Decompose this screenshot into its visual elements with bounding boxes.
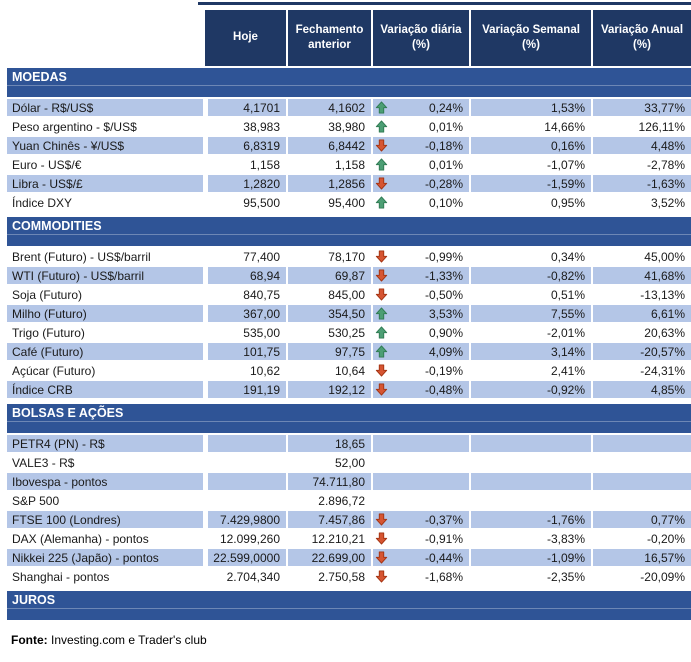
variacao-semanal-cell: -2,01% (471, 324, 591, 341)
table-row (7, 137, 691, 154)
hoje-cell (205, 435, 286, 452)
arrow-down-icon (375, 551, 388, 564)
section-header-commodities (7, 217, 691, 246)
variacao-semanal-cell: -2,35% (471, 568, 591, 585)
hoje-cell: 7.429,9800 (205, 511, 286, 528)
row-label-cell: Dólar - R$/US$ (7, 99, 203, 116)
fechamento-anterior-cell: 7.457,86 (288, 511, 371, 528)
table-row (7, 118, 691, 135)
variacao-anual-cell (593, 473, 691, 490)
fechamento-anterior-cell: 74.711,80 (288, 473, 371, 490)
variacao-semanal-cell (471, 435, 591, 452)
arrow-down-icon (375, 288, 388, 301)
fechamento-anterior-cell: 95,400 (288, 194, 371, 211)
table-row (7, 511, 691, 528)
table-row (7, 454, 691, 471)
column-header-fechamento: Fechamento anterior (288, 10, 371, 66)
variacao-anual-cell: 33,77% (593, 99, 691, 116)
table-row (7, 530, 691, 547)
arrow-up-icon (375, 307, 388, 320)
hoje-cell: 2.704,340 (205, 568, 286, 585)
variacao-anual-cell: 0,77% (593, 511, 691, 528)
arrow-up-icon (375, 326, 388, 339)
row-label-cell: Nikkei 225 (Japão) - pontos (7, 549, 203, 566)
source-text: Investing.com e Trader's club (47, 633, 207, 647)
table-row (7, 99, 691, 116)
variacao-semanal-cell: 0,34% (471, 248, 591, 265)
hoje-cell: 10,62 (205, 362, 286, 379)
variacao-anual-cell: -0,20% (593, 530, 691, 547)
hoje-cell: 840,75 (205, 286, 286, 303)
variacao-semanal-cell: 3,14% (471, 343, 591, 360)
hoje-cell: 68,94 (205, 267, 286, 284)
row-label-cell: Índice CRB (7, 381, 203, 398)
hoje-cell: 38,983 (205, 118, 286, 135)
section-header-moedas (7, 68, 691, 97)
arrow-down-icon (375, 139, 388, 152)
row-label-cell: Trigo (Futuro) (7, 324, 203, 341)
row-label-cell: Euro - US$/€ (7, 156, 203, 173)
variacao-semanal-cell: -3,83% (471, 530, 591, 547)
variacao-diaria-cell: 0,01% (373, 156, 469, 173)
fechamento-anterior-cell: 38,980 (288, 118, 371, 135)
table-row (7, 248, 691, 265)
fechamento-anterior-cell: 2.896,72 (288, 492, 371, 509)
fechamento-anterior-cell: 97,75 (288, 343, 371, 360)
variacao-diaria-cell: 0,01% (373, 118, 469, 135)
variacao-diaria-cell: -0,99% (373, 248, 469, 265)
variacao-semanal-cell: 2,41% (471, 362, 591, 379)
fechamento-anterior-cell: 78,170 (288, 248, 371, 265)
column-header-hoje: Hoje (205, 10, 286, 66)
table-row (7, 362, 691, 379)
arrow-down-icon (375, 177, 388, 190)
column-header-variacao-semanal: Variação Semanal (%) (471, 10, 591, 66)
variacao-semanal-cell: 0,95% (471, 194, 591, 211)
row-label-cell: Ibovespa - pontos (7, 473, 203, 490)
fechamento-anterior-cell: 192,12 (288, 381, 371, 398)
row-label-cell: Soja (Futuro) (7, 286, 203, 303)
variacao-diaria-cell: -1,33% (373, 267, 469, 284)
variacao-semanal-cell: -1,59% (471, 175, 591, 192)
section-title: JUROS (7, 591, 691, 609)
table-row (7, 305, 691, 322)
column-header-variacao-anual: Variação Anual (%) (593, 10, 691, 66)
variacao-diaria-cell (373, 492, 469, 509)
table-row (7, 473, 691, 490)
variacao-diaria-cell: 0,90% (373, 324, 469, 341)
table-row (7, 568, 691, 585)
variacao-anual-cell: 6,61% (593, 305, 691, 322)
variacao-semanal-cell: -1,07% (471, 156, 591, 173)
row-label-cell: Libra - US$/£ (7, 175, 203, 192)
variacao-diaria-cell (373, 435, 469, 452)
table-row (7, 267, 691, 284)
hoje-cell: 4,1701 (205, 99, 286, 116)
arrow-down-icon (375, 269, 388, 282)
table-header-row (7, 10, 691, 66)
variacao-diaria-cell: 3,53% (373, 305, 469, 322)
variacao-diaria-cell: 0,24% (373, 99, 469, 116)
variacao-diaria-cell: -0,44% (373, 549, 469, 566)
fechamento-anterior-cell: 22.699,00 (288, 549, 371, 566)
fechamento-anterior-cell: 12.210,21 (288, 530, 371, 547)
variacao-diaria-cell: -0,37% (373, 511, 469, 528)
variacao-diaria-cell (373, 454, 469, 471)
hoje-cell (205, 492, 286, 509)
variacao-anual-cell (593, 435, 691, 452)
fechamento-anterior-cell: 2.750,58 (288, 568, 371, 585)
section-title: BOLSAS E AÇÕES (7, 404, 691, 422)
variacao-diaria-cell: -0,50% (373, 286, 469, 303)
hoje-cell: 22.599,0000 (205, 549, 286, 566)
hoje-cell (205, 454, 286, 471)
hoje-cell: 95,500 (205, 194, 286, 211)
variacao-semanal-cell: 0,16% (471, 137, 591, 154)
fechamento-anterior-cell: 10,64 (288, 362, 371, 379)
variacao-diaria-cell: -0,19% (373, 362, 469, 379)
variacao-anual-cell: 3,52% (593, 194, 691, 211)
variacao-anual-cell: -13,13% (593, 286, 691, 303)
arrow-down-icon (375, 532, 388, 545)
variacao-diaria-cell: 0,10% (373, 194, 469, 211)
variacao-semanal-cell (471, 492, 591, 509)
row-label-cell: PETR4 (PN) - R$ (7, 435, 203, 452)
row-label-cell: FTSE 100 (Londres) (7, 511, 203, 528)
variacao-anual-cell (593, 454, 691, 471)
table-row (7, 492, 691, 509)
variacao-anual-cell: 4,48% (593, 137, 691, 154)
variacao-anual-cell: 20,63% (593, 324, 691, 341)
variacao-semanal-cell: 14,66% (471, 118, 591, 135)
column-header-variacao-diaria: Variação diária (%) (373, 10, 469, 66)
variacao-semanal-cell: 0,51% (471, 286, 591, 303)
hoje-cell: 6,8319 (205, 137, 286, 154)
variacao-semanal-cell: -0,82% (471, 267, 591, 284)
section-title: COMMODITIES (7, 217, 691, 235)
row-label-cell: Índice DXY (7, 194, 203, 211)
row-label-cell: Brent (Futuro) - US$/barril (7, 248, 203, 265)
row-label-cell: Peso argentino - $/US$ (7, 118, 203, 135)
variacao-diaria-cell: -0,28% (373, 175, 469, 192)
fechamento-anterior-cell: 845,00 (288, 286, 371, 303)
variacao-semanal-cell: -1,76% (471, 511, 591, 528)
hoje-cell: 101,75 (205, 343, 286, 360)
fechamento-anterior-cell: 6,8442 (288, 137, 371, 154)
table-row (7, 324, 691, 341)
hoje-cell: 191,19 (205, 381, 286, 398)
corner-cell (7, 10, 203, 66)
variacao-semanal-cell: -0,92% (471, 381, 591, 398)
variacao-diaria-cell: -0,91% (373, 530, 469, 547)
arrow-up-icon (375, 120, 388, 133)
hoje-cell: 1,158 (205, 156, 286, 173)
variacao-semanal-cell: -1,09% (471, 549, 591, 566)
arrow-up-icon (375, 345, 388, 358)
row-label-cell: Café (Futuro) (7, 343, 203, 360)
arrow-down-icon (375, 364, 388, 377)
row-label-cell: Açúcar (Futuro) (7, 362, 203, 379)
source-label: Fonte: (11, 633, 48, 647)
arrow-down-icon (375, 570, 388, 583)
hoje-cell: 367,00 (205, 305, 286, 322)
fechamento-anterior-cell: 18,65 (288, 435, 371, 452)
variacao-anual-cell: 4,85% (593, 381, 691, 398)
variacao-diaria-cell: -1,68% (373, 568, 469, 585)
variacao-semanal-cell (471, 473, 591, 490)
variacao-diaria-cell: 4,09% (373, 343, 469, 360)
table-row (7, 381, 691, 398)
variacao-semanal-cell (471, 454, 591, 471)
arrow-down-icon (375, 513, 388, 526)
market-table (7, 2, 691, 647)
fechamento-anterior-cell: 69,87 (288, 267, 371, 284)
variacao-anual-cell: -2,78% (593, 156, 691, 173)
row-label-cell: Milho (Futuro) (7, 305, 203, 322)
variacao-semanal-cell: 1,53% (471, 99, 591, 116)
source-note (7, 633, 691, 647)
row-label-cell: Shanghai - pontos (7, 568, 203, 585)
variacao-diaria-cell: -0,18% (373, 137, 469, 154)
variacao-anual-cell: -1,63% (593, 175, 691, 192)
variacao-anual-cell: -20,57% (593, 343, 691, 360)
arrow-up-icon (375, 101, 388, 114)
variacao-anual-cell: 16,57% (593, 549, 691, 566)
table-row (7, 435, 691, 452)
row-label-cell: Yuan Chinês - ¥/US$ (7, 137, 203, 154)
hoje-cell: 535,00 (205, 324, 286, 341)
arrow-down-icon (375, 250, 388, 263)
variacao-anual-cell: -20,09% (593, 568, 691, 585)
fechamento-anterior-cell: 1,158 (288, 156, 371, 173)
variacao-anual-cell: 41,68% (593, 267, 691, 284)
hoje-cell: 77,400 (205, 248, 286, 265)
section-title: MOEDAS (7, 68, 691, 86)
table-row (7, 549, 691, 566)
variacao-semanal-cell: 7,55% (471, 305, 591, 322)
arrow-up-icon (375, 158, 388, 171)
fechamento-anterior-cell: 4,1602 (288, 99, 371, 116)
row-label-cell: VALE3 - R$ (7, 454, 203, 471)
row-label-cell: WTI (Futuro) - US$/barril (7, 267, 203, 284)
fechamento-anterior-cell: 530,25 (288, 324, 371, 341)
table-row (7, 156, 691, 173)
section-header-juros (7, 591, 691, 620)
arrow-down-icon (375, 383, 388, 396)
table-body (7, 68, 691, 620)
table-row (7, 175, 691, 192)
variacao-diaria-cell (373, 473, 469, 490)
variacao-diaria-cell: -0,48% (373, 381, 469, 398)
table-row (7, 286, 691, 303)
fechamento-anterior-cell: 354,50 (288, 305, 371, 322)
row-label-cell: S&P 500 (7, 492, 203, 509)
hoje-cell: 12.099,260 (205, 530, 286, 547)
row-label-cell: DAX (Alemanha) - pontos (7, 530, 203, 547)
table-top-border (198, 2, 691, 5)
fechamento-anterior-cell: 1,2856 (288, 175, 371, 192)
variacao-anual-cell (593, 492, 691, 509)
arrow-up-icon (375, 196, 388, 209)
hoje-cell (205, 473, 286, 490)
variacao-anual-cell: -24,31% (593, 362, 691, 379)
fechamento-anterior-cell: 52,00 (288, 454, 371, 471)
table-row (7, 194, 691, 211)
section-header-bolsas-e-acoes (7, 404, 691, 433)
table-row (7, 343, 691, 360)
hoje-cell: 1,2820 (205, 175, 286, 192)
variacao-anual-cell: 45,00% (593, 248, 691, 265)
variacao-anual-cell: 126,11% (593, 118, 691, 135)
